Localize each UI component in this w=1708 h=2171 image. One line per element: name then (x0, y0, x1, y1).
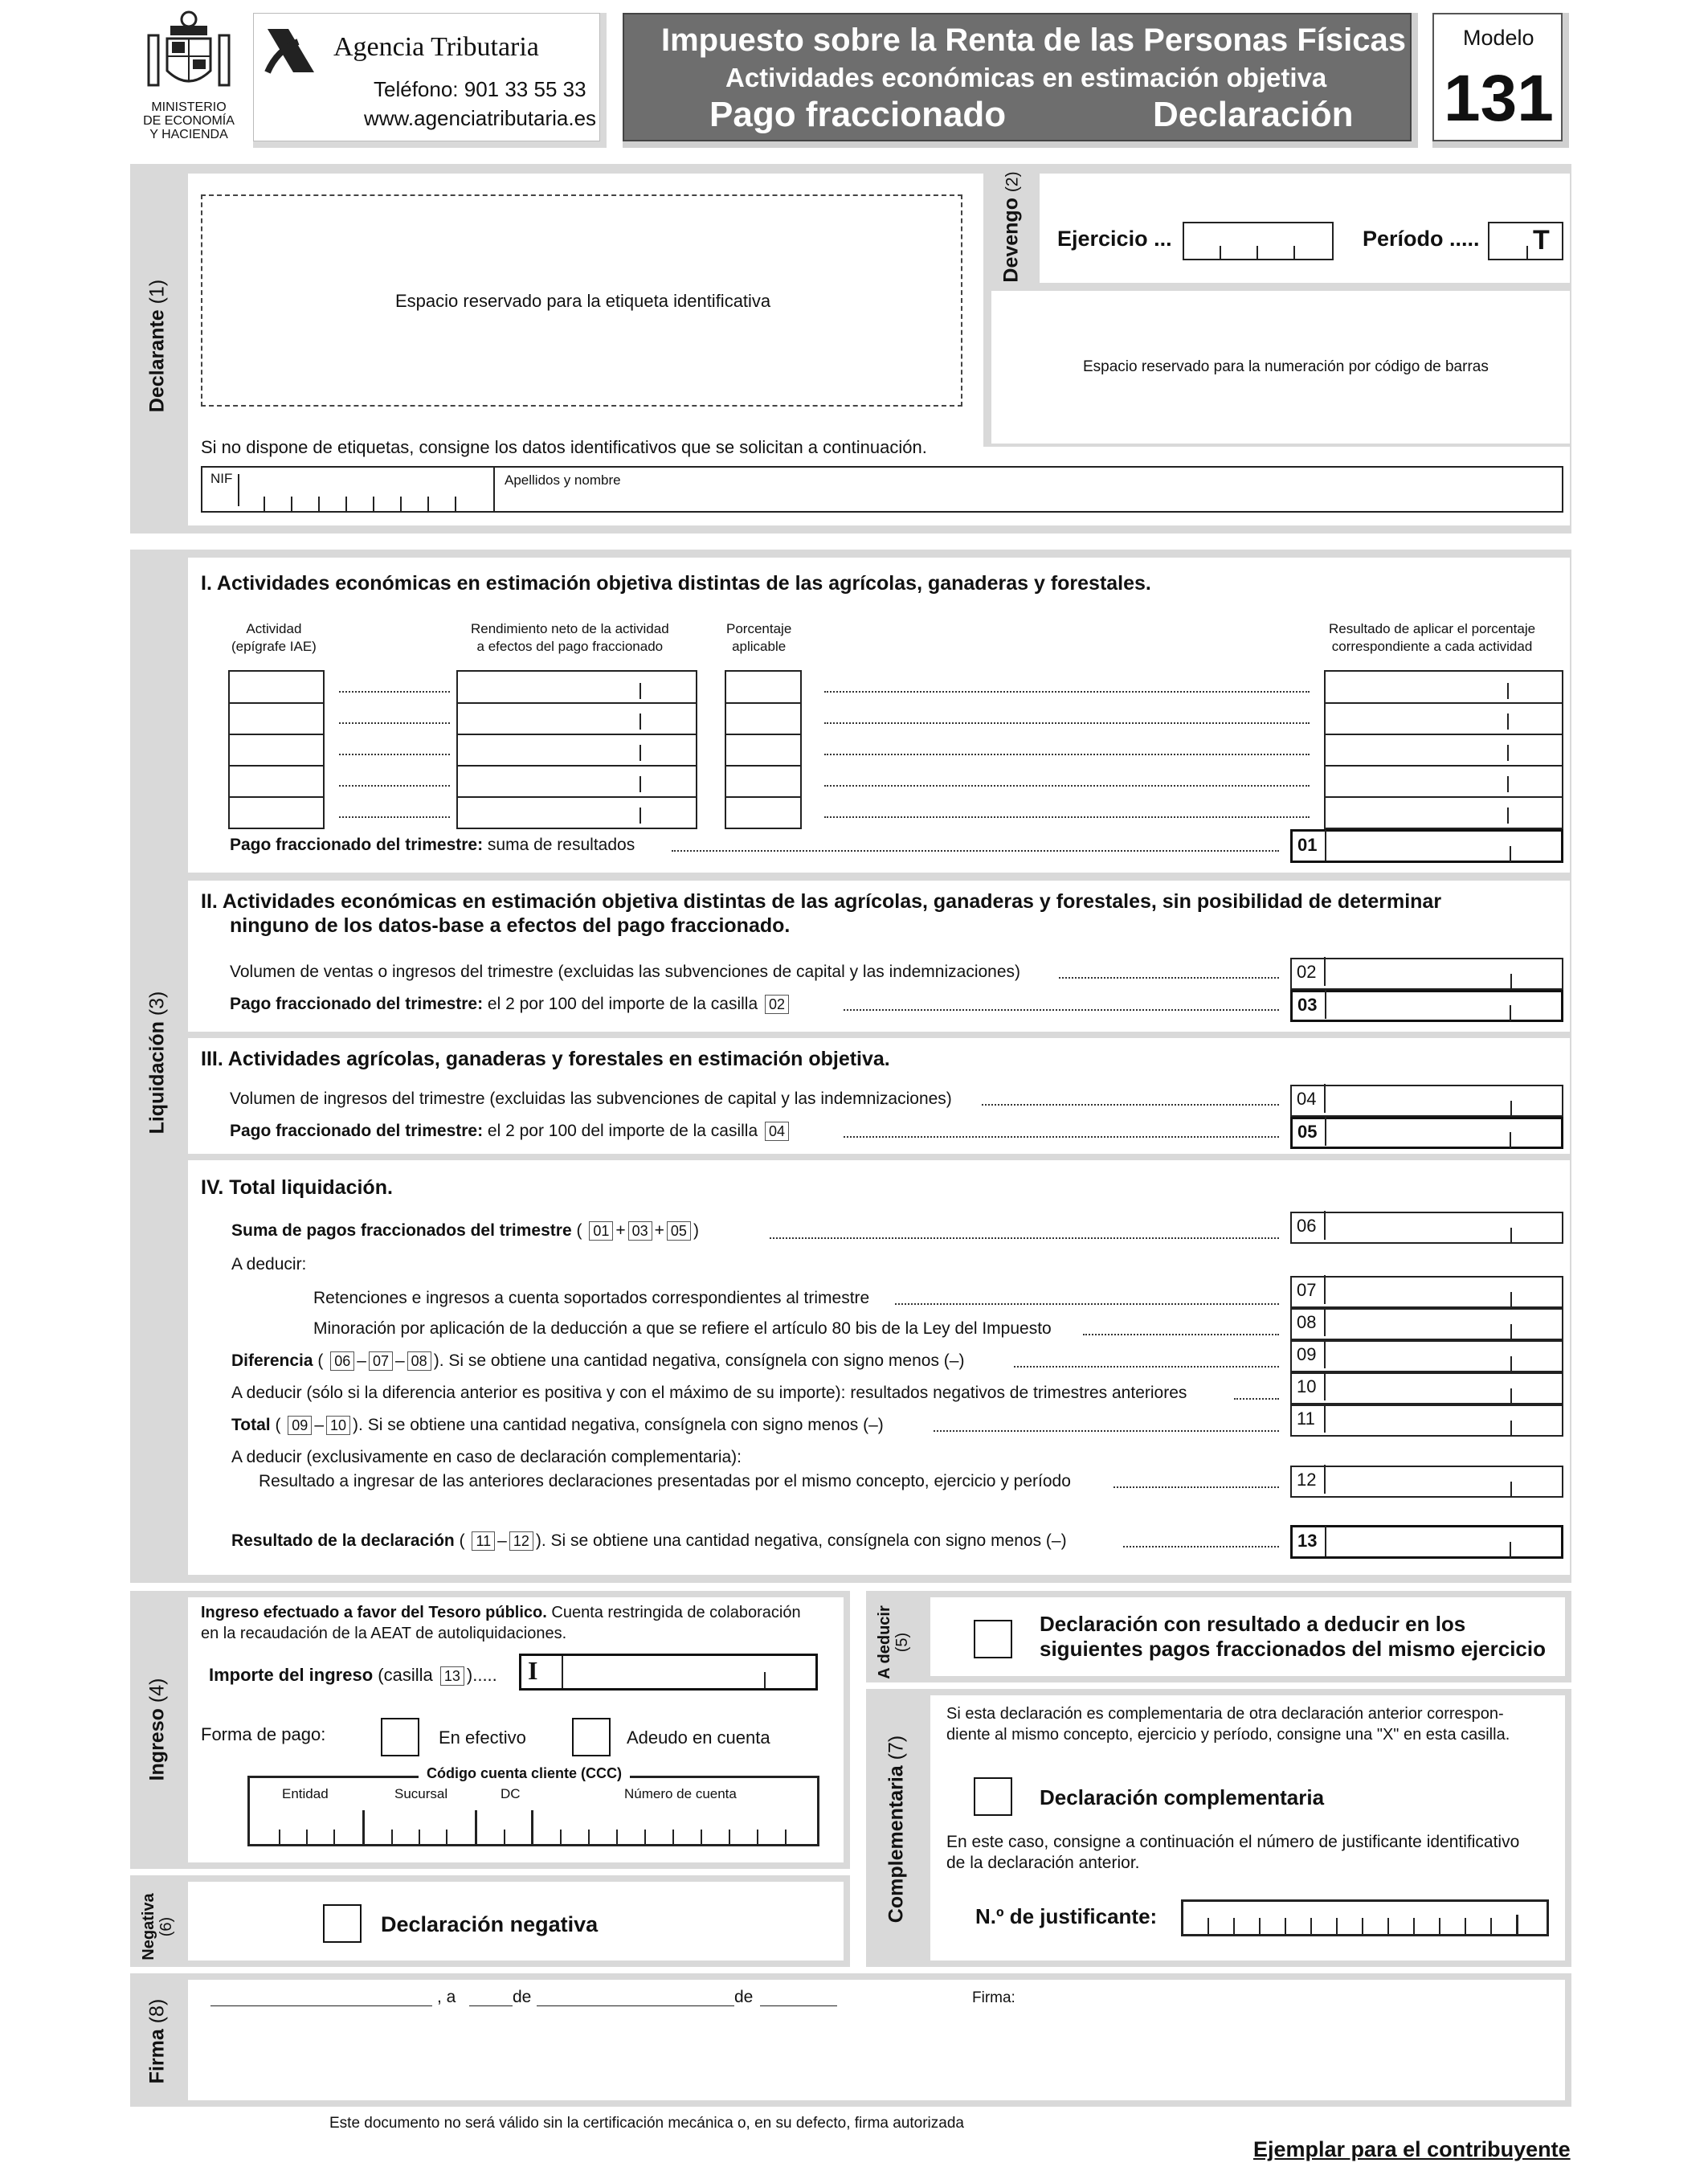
col-porcentaje: Porcentaje aplicable (726, 621, 792, 654)
negativa-text: Declaración negativa (381, 1912, 599, 1936)
box-05[interactable]: 05 (1290, 1117, 1563, 1149)
ministry-name: MINISTERIO DE ECONOMÍA Y HACIENDA (143, 100, 235, 141)
a-deducir-label: A deducir (5) (876, 1605, 911, 1679)
box-08[interactable]: 08 (1290, 1308, 1563, 1340)
suma-label: Suma de pagos fraccionados del trimestre ( 01 + 03 + 05 ) (231, 1221, 699, 1240)
periodo-suffix: T (1533, 225, 1550, 256)
agency-box (253, 13, 607, 148)
month-line[interactable] (537, 2005, 734, 2006)
efectivo-checkbox[interactable] (381, 1718, 419, 1756)
box-12[interactable]: 12 (1290, 1466, 1563, 1498)
sucursal-label: Sucursal (394, 1786, 448, 1801)
name-label: Apellidos y nombre (505, 472, 621, 488)
declarante-label: Declarante (1) (145, 279, 169, 413)
barcode-space-text: Espacio reservado para la numeración por código de barras (1083, 358, 1489, 375)
footer-note: Este documento no será válido sin la certificación mecánica o, en su defecto, firma autorizada (329, 2115, 964, 2132)
year-line[interactable] (760, 2005, 837, 2006)
resultado-column[interactable] (1324, 670, 1563, 829)
box-01[interactable]: 01 (1290, 829, 1563, 863)
label-space[interactable] (201, 194, 962, 407)
rendimiento-column[interactable] (456, 670, 697, 829)
box-03[interactable]: 03 (1290, 990, 1563, 1022)
complementaria-label: Complementaria (7) (885, 1735, 908, 1924)
place-a: , a (437, 1988, 456, 2006)
box-04[interactable]: 04 (1290, 1085, 1563, 1117)
section-ii-title-1: II. Actividades económicas en estimación objetiva distintas de las agrícolas, ganaderas y forestales, sin posibilidad de determinar (201, 890, 1442, 913)
s2-row1-label: Volumen de ventas o ingresos del trimestre (excluidas las subvenciones de capital y las indemnizaciones) (230, 963, 1021, 981)
box-11[interactable]: 11 (1290, 1404, 1563, 1437)
forma-pago-label: Forma de pago: (201, 1724, 326, 1744)
importe-field[interactable] (519, 1654, 818, 1691)
deducir-label: A deducir: (231, 1255, 307, 1274)
form-title-left: Pago fraccionado (709, 95, 1007, 134)
section-iii-title: III. Actividades agrícolas, ganaderas y forestales en estimación objetiva. (201, 1048, 890, 1070)
negativa-checkbox[interactable] (323, 1904, 362, 1943)
complementaria-note: En este caso, consigne a continuación el número de justificante identificativo de la declaración anterior. (946, 1833, 1520, 1872)
day-line[interactable] (469, 2005, 513, 2006)
s3-row1-label: Volumen de ingresos del trimestre (excluidas las subvenciones de capital y las indemnizaciones) (230, 1090, 952, 1108)
diferencia-label: Diferencia ( 06 – 07 – 08 ). Si se obtiene una cantidad negativa, consígnela con signo menos (–) (231, 1351, 965, 1370)
modelo-number: 131 (1444, 62, 1554, 135)
a-deducir-checkbox[interactable] (974, 1620, 1012, 1658)
form-title-line1: Impuesto sobre la Renta de las Personas Físicas (661, 22, 1407, 58)
ingreso-label: Ingreso (4) (145, 1678, 169, 1781)
footer-copy: Ejemplar para el contribuyente (1253, 2137, 1571, 2161)
box-06[interactable]: 06 (1290, 1212, 1563, 1244)
dc-label: DC (501, 1786, 521, 1801)
adeudo-checkbox[interactable] (572, 1718, 611, 1756)
place-de1: de (513, 1988, 532, 2006)
minoracion-label: Minoración por aplicación de la deducción a que se refiere el artículo 80 bis de la Ley del Impuesto (313, 1319, 1052, 1338)
resultado-anteriores-label: Resultado a ingresar de las anteriores declaraciones presentadas por el mismo concepto, ejercicio y período (259, 1472, 1071, 1490)
section-ii-title-2: ninguno de los datos-base a efectos del pago fraccionado. (230, 914, 791, 937)
devengo-label: Devengo (2) (999, 171, 1023, 283)
form-title-line2: Actividades económicas en estimación objetiva (725, 63, 1327, 92)
modelo-label: Modelo (1463, 26, 1534, 50)
adeudo-label: Adeudo en cuenta (627, 1727, 770, 1748)
firma-panel (188, 1980, 1565, 2100)
coat-of-arms-icon (129, 8, 249, 96)
ccc-field[interactable] (247, 1765, 819, 1846)
negativa-label: Negativa (6) (140, 1893, 175, 1960)
a-deducir-text: Declaración con resultado a deducir en los siguientes pagos fraccionados del mismo ejercicio (1040, 1612, 1546, 1661)
deducir3-label: A deducir (exclusivamente en caso de declaración complementaria): (231, 1448, 742, 1466)
complementaria-intro: Si esta declaración es complementaria de otra declaración anterior correspon- diente al mismo concepto, ejercicio y período, consigne una "X" en esta casilla. (946, 1705, 1510, 1744)
ingreso-intro: Ingreso efectuado a favor del Tesoro público. Cuenta restringida de colaboración en la recaudación de la AEAT de autoliquidaciones. (201, 1604, 801, 1642)
col-resultado: Resultado de aplicar el porcentaje correspondiente a cada actividad (1329, 621, 1536, 654)
section-i-title: I. Actividades económicas en estimación objetiva distintas de las agrícolas, ganaderas y forestales. (201, 572, 1151, 595)
box-09[interactable]: 09 (1290, 1340, 1563, 1372)
numero-cuenta-label: Número de cuenta (624, 1786, 737, 1801)
ministry-logo (129, 8, 249, 153)
col-actividad: Actividad (epígrafe IAE) (231, 621, 317, 654)
place-line[interactable] (210, 2005, 432, 2006)
box-07[interactable]: 07 (1290, 1276, 1563, 1308)
form-title-box (623, 13, 1418, 148)
justificante-label: N.º de justificante: (975, 1904, 1158, 1928)
nif-field[interactable] (201, 466, 495, 513)
firma-sign-label: Firma: (972, 1989, 1015, 2006)
agency-website: www.agenciatributaria.es (364, 106, 597, 130)
retenciones-label: Retenciones e ingresos a cuenta soportados correspondientes al trimestre (313, 1289, 870, 1307)
nif-label: NIF (210, 471, 233, 486)
section-iv-title: IV. Total liquidación. (201, 1176, 393, 1199)
entidad-label: Entidad (282, 1786, 329, 1801)
porcentaje-column[interactable] (725, 670, 802, 829)
complementaria-check-label: Declaración complementaria (1040, 1785, 1325, 1809)
importe-label: Importe del ingreso (casilla 13 )..... (209, 1665, 497, 1685)
form-title-right: Declaración (1153, 95, 1354, 134)
ejercicio-field[interactable] (1183, 222, 1334, 260)
s3-row2-label: Pago fraccionado del trimestre: el 2 por 100 del importe de la casilla 04 (230, 1122, 791, 1141)
modelo-box (1432, 13, 1569, 148)
total-label: Total ( 09 – 10 ). Si se obtiene una cantidad negativa, consígnela con signo menos (–) (231, 1416, 884, 1434)
complementaria-checkbox[interactable] (974, 1777, 1012, 1816)
agency-name: Agencia Tributaria (333, 32, 539, 62)
firma-label: Firma (8) (145, 1998, 169, 2084)
ccc-title: Código cuenta cliente (CCC) (419, 1765, 630, 1782)
s1-pago-label: Pago fraccionado del trimestre: suma de resultados (230, 836, 635, 854)
deducir2-label: A deducir (sólo si la diferencia anterior es positiva y con el máximo de su importe): resultados negativos de trimestres anteriores (231, 1384, 1187, 1402)
place-de2: de (734, 1988, 754, 2006)
periodo-field[interactable] (1488, 222, 1563, 260)
agency-phone: Teléfono: 901 33 55 33 (374, 77, 586, 101)
importe-prefix: I (528, 1656, 538, 1685)
box-10[interactable]: 10 (1290, 1372, 1563, 1404)
name-field[interactable] (493, 466, 1563, 513)
col-rendimiento: Rendimiento neto de la actividad a efectos del pago fraccionado (471, 621, 669, 654)
periodo-label: Período ..... (1363, 227, 1480, 251)
no-label-note: Si no dispone de etiquetas, consigne los datos identificativos que se solicitan a continuación. (201, 437, 927, 457)
s2-row2-label: Pago fraccionado del trimestre: el 2 por 100 del importe de la casilla 02 (230, 995, 791, 1014)
efectivo-label: En efectivo (439, 1727, 526, 1748)
barcode-space (991, 291, 1570, 444)
liquidacion-label: Liquidación (3) (145, 991, 169, 1135)
box-13[interactable]: 13 (1290, 1525, 1563, 1559)
resultado-label: Resultado de la declaración ( 11 – 12 ). Si se obtiene una cantidad negativa, consígnela con signo menos (–) (231, 1531, 1067, 1550)
label-space-text: Espacio reservado para la etiqueta identificativa (395, 291, 771, 311)
ejercicio-label: Ejercicio ... (1057, 227, 1172, 251)
box-02[interactable]: 02 (1290, 958, 1563, 990)
justificante-field[interactable] (1181, 1899, 1549, 1936)
actividad-column[interactable] (228, 670, 325, 829)
agency-logo-icon (264, 26, 317, 76)
